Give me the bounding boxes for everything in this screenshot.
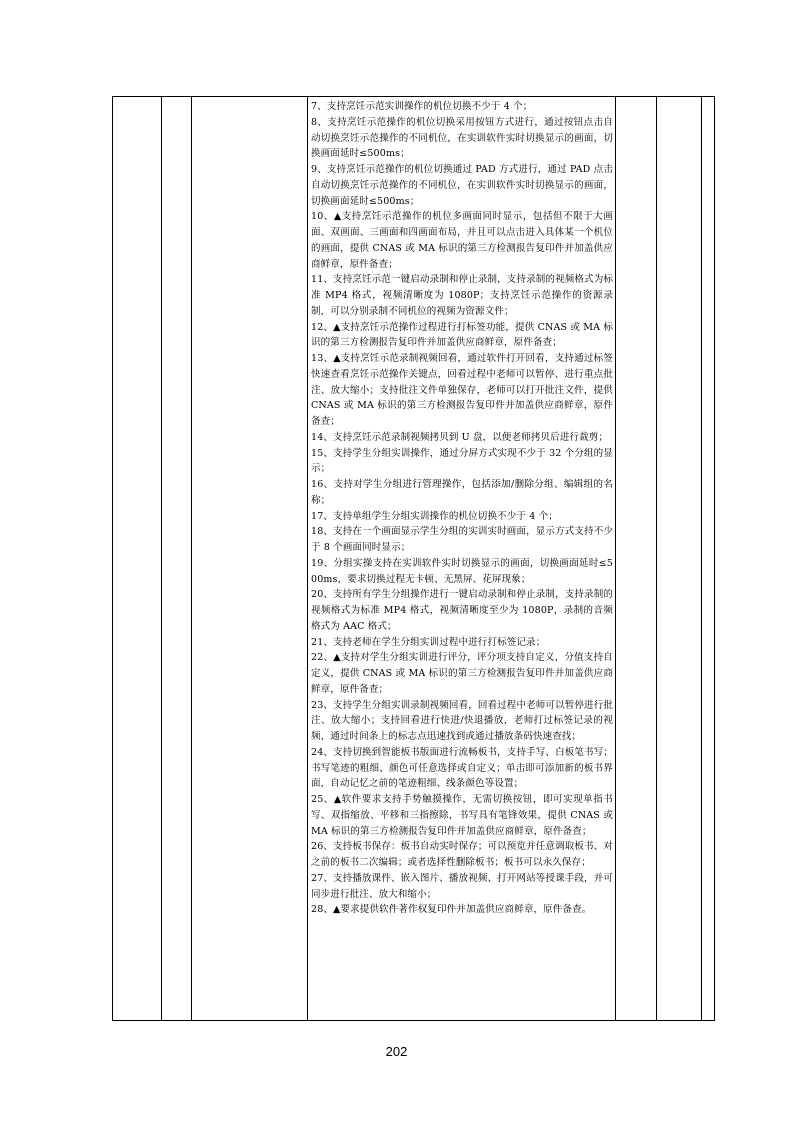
spec-item: 22、▲支持对学生分组实训进行评分，评分项支持自定义，分值支持自定义，提供 CNAS 或 MA 标识的第三方检测报告复印件并加盖供应商鲜章，原件备查； xyxy=(311,652,613,695)
spec-item: 19、分组实操支持在实训软件实时切换显示的画面，切换画面延时≤500ms，要求切换过程无卡顿、无黑屏、花屏现象； xyxy=(311,557,613,585)
spec-item: 23、支持学生分组实训录制视频回看，回看过程中老师可以暂停进行批注、放大缩小；支持回看进行快进/快退播放，老师打过标签记录的视频，通过时间条上的标志点迅速找到或通过播放条码快速查找； xyxy=(311,699,613,742)
spec-item: 16、支持对学生分组进行管理操作，包括添加/删除分组、编辑组的名称； xyxy=(311,479,613,506)
spec-item: 26、支持板书保存：板书自动实时保存；可以预览并任意调取板书、对之前的板书二次编辑；或者选择性删除板书；板书可以永久保存； xyxy=(311,841,613,868)
page-number: 202 xyxy=(385,1044,408,1059)
requirements-table xyxy=(112,96,715,1021)
spec-item: 28、▲要求提供软件著作权复印件并加盖供应商鲜章，原件备查。 xyxy=(311,904,592,916)
spec-item: 8、支持烹饪示范操作的机位切换采用按钮方式进行，通过按钮点击自动切换烹饪示范操作的不同机位，在实训软件实时切换显示的画面，切换画面延时≤500ms； xyxy=(311,116,613,160)
spec-item: 12、▲支持烹饪示范操作过程进行打标签功能，提供 CNAS 或 MA 标识的第三方检测报告复印件并加盖供应商鲜章，原件备查； xyxy=(311,321,613,349)
spec-item: 20、支持所有学生分组操作进行一键启动录制和停止录制，支持录制的视频格式为标准 MP4 格式，视频清晰度至少为 1080P，录制的音频格式为 AAC 格式； xyxy=(311,589,613,632)
table-cell-empty xyxy=(113,97,162,1021)
spec-item: 27、支持播放课件、嵌入图片、播放视频、打开网站等授课手段，并可同步进行批注、放大和缩小； xyxy=(311,872,613,900)
spec-item: 17、支持单组学生分组实训操作的机位切换不少于 4 个； xyxy=(311,510,558,522)
spec-item: 10、▲支持烹饪示范操作的机位多画面同时显示，包括但不限于大画面、双画面、三画面和四画面布局，并且可以点击进入具体某一个机位的画面，提供 CNAS 或 MA 标识的第三方检测报告复印件并加盖供应商鲜章，原件备查； xyxy=(311,211,613,270)
spec-item: 21、支持老师在学生分组实训过程中进行打标签记录； xyxy=(311,636,546,648)
spec-item: 13、▲支持烹饪示范录制视频回看，通过软件打开回看，支持通过标签快速查看烹饪示范操作关键点，回看过程中老师可以暂停、进行重点批注、放大缩小；支持批注文件单独保存，老师可以打开批注文件，提供 CNAS 或 MA 标识的第三方检测报告复印件并加盖供应商鲜章，原件备查； xyxy=(311,353,613,427)
table-cell-empty xyxy=(702,97,715,1021)
table-row xyxy=(113,97,715,1021)
spec-item: 9、支持烹饪示范操作的机位切换通过 PAD 方式进行，通过 PAD 点击自动切换烹饪示范操作的不同机位，在实训软件实时切换显示的画面，切换画面延时≤500ms； xyxy=(311,164,613,207)
spec-item: 7、支持烹饪示范实训操作的机位切换不少于 4 个； xyxy=(311,101,533,112)
spec-item: 25、▲软件要求支持手势触摸操作，无需切换按钮，即可实现单指书写、双指缩放、平移和三指擦除，书写具有笔锋效果，提供 CNAS 或 MA 标识的第三方检测报告复印件并加盖供应商鲜章，原件备查； xyxy=(311,794,613,837)
spec-item: 24、支持切换到智能板书版面进行流畅板书，支持手写、白板笔书写；书写笔迹的粗细、颜色可任意选择或自定义；单击即可添加新的板书界面，自动记忆之前的笔迹粗细、线条颜色等设置； xyxy=(311,746,613,790)
table-cell-empty xyxy=(192,97,308,1021)
table-cell-empty xyxy=(616,97,657,1021)
table-cell-empty xyxy=(162,97,192,1021)
spec-item: 14、支持烹饪示范录制视频拷贝到 U 盘，以便老师拷贝后进行裁剪； xyxy=(311,431,609,443)
spec-item: 18、支持在一个画面显示学生分组的实训实时画面，显示方式支持不少于 8 个画面同时显示； xyxy=(311,526,613,553)
table-cell-empty xyxy=(657,97,702,1021)
specification-list xyxy=(308,97,615,918)
spec-item: 11、支持烹饪示范一键启动录制和停止录制，支持录制的视频格式为标准 MP4 格式，视频清晰度为 1080P；支持烹饪示范操作的资源录制，可以分别录制不同机位的视频为资源文件； xyxy=(311,274,613,317)
spec-item: 15、支持学生分组实训操作，通过分屏方式实现不少于 32 个分组的显示； xyxy=(311,447,613,475)
specification-cell xyxy=(308,97,616,1021)
